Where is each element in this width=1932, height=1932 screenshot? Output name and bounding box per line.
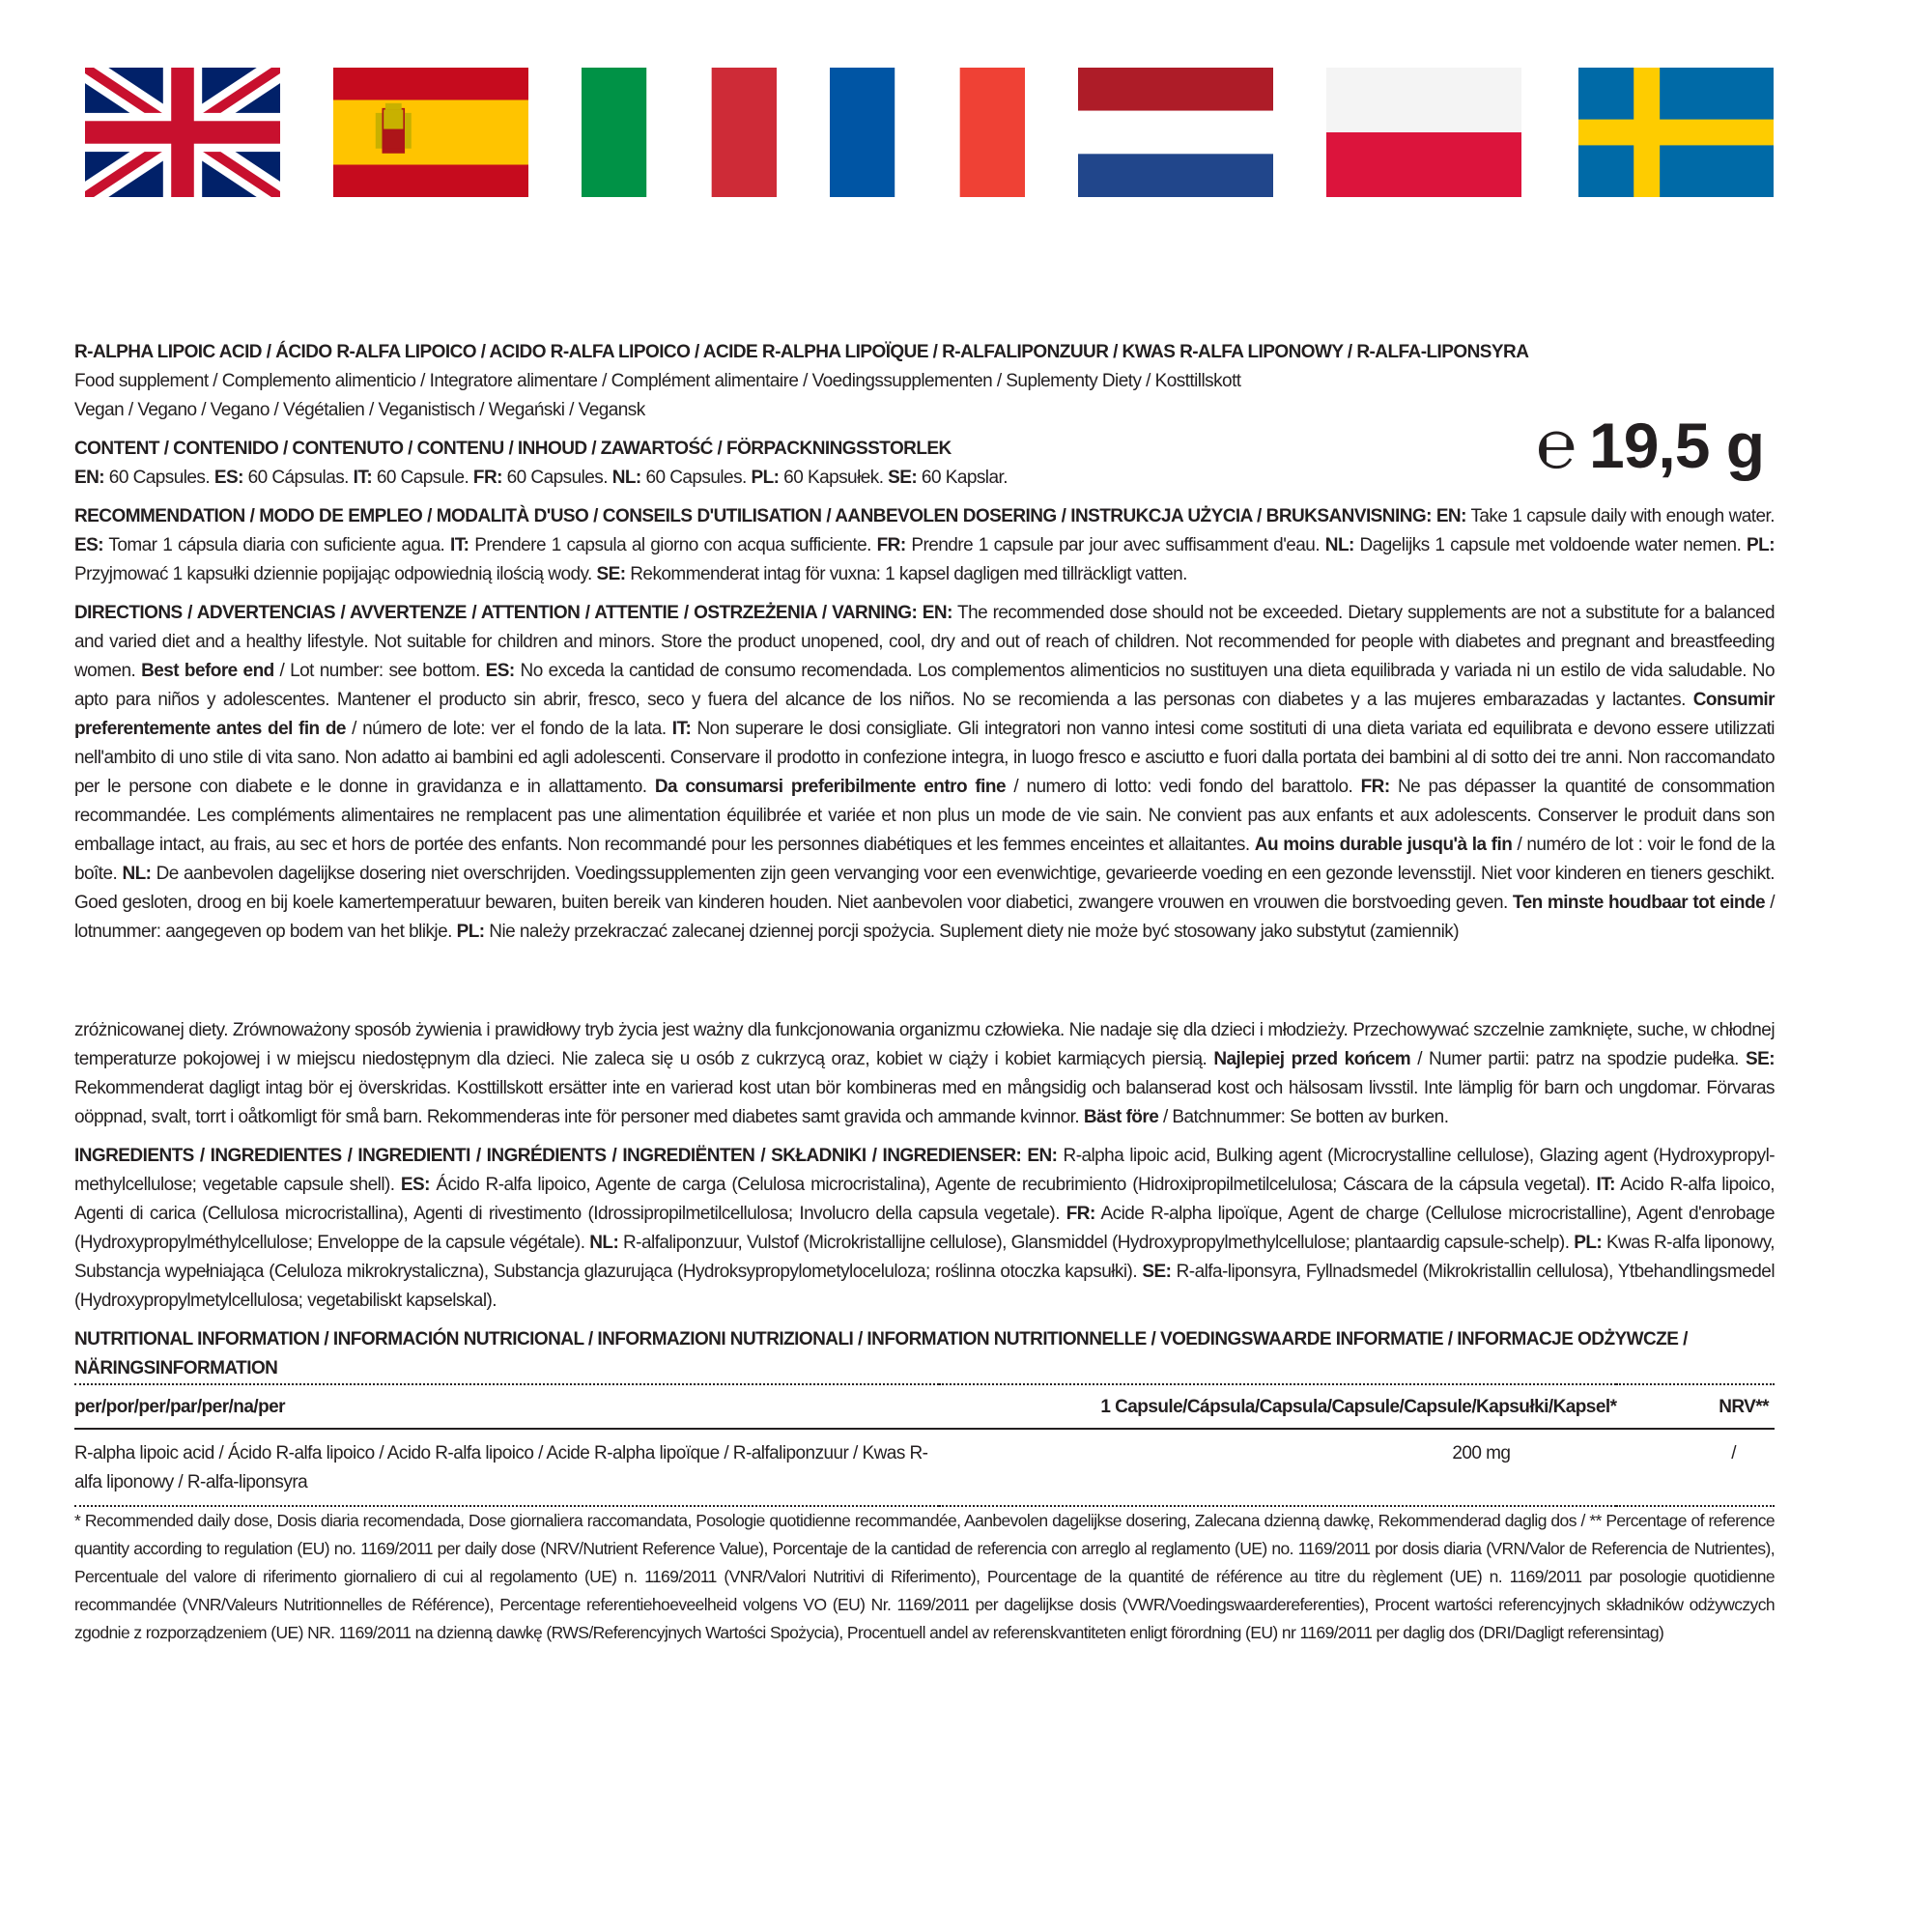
product-diet: Vegan / Vegano / Vegano / Végétalien / Veganistisch / Wegański / Vegansk <box>74 400 645 420</box>
nutrient-nrv: / <box>1616 1429 1775 1506</box>
nutrient-amount: 200 mg <box>939 1429 1617 1506</box>
poland-flag-icon <box>1326 68 1521 197</box>
nutrition-table-header <box>74 1384 1775 1429</box>
product-name: R-ALPHA LIPOIC ACID / ÁCIDO R-ALFA LIPOICO / ACIDO R-ALFA LIPOICO / ACIDE R-ALPHA LIPOÏQUE / R-ALFALIPONZUUR / KWAS R-ALFA LIPONOWY / R-ALFA-LIPONSYRA <box>74 342 1529 362</box>
content-list: EN: 60 Capsules. ES: 60 Cápsulas. IT: 60 Capsule. FR: 60 Capsules. NL: 60 Capsules. PL: 60 Kapsułek. SE: 60 Kapslar. <box>74 468 1008 488</box>
france-flag-icon <box>830 68 1025 197</box>
directions-continued: zróżnicowanej diety. Zrównoważony sposób żywienia i prawidłowy tryb życia jest ważny dla funkcjonowania organizmu człowieka. Nie nadaje się dla dzieci i młodzieży. Przechowywać szczelnie zamknięte, suche, w chłodnej temperaturze pokojowej i w miejscu niedostępnym dla dzieci. Nie zaleca się u osób z cukrzycą oraz, kobiet w ciąży i kobiet karmiących piersią. Najlepiej przed końcem / Numer partii: patrz na spodzie pudełka. SE: Rekommenderat dagligt intag bör ej överskridas. Kosttillskott ersätter inte en varierad kost utan bör kombineras med en mångsidig och balanserad kost och hälsosam livsstil. Inte lämplig för barn och ungdomar. Förvaras oöppnad, svalt, torrt i oåtkomligt för små barn. Rekommenderas inte för personer med diabetes samt gravida och ammande kvinnor. Bäst före / Batchnummer: Se botten av burken. <box>74 1020 1775 1127</box>
netherlands-flag-icon <box>1078 68 1273 197</box>
product-category: Food supplement / Complemento alimenticio / Integratore alimentare / Complément alimentaire / Voedingssupplementen / Suplementy Diety / Kosttillskott <box>74 371 1241 391</box>
uk-flag-icon <box>85 68 280 197</box>
nutrient-name: R-alpha lipoic acid / Ácido R-alfa lipoico / Acido R-alfa lipoico / Acide R-alpha lipoïque / R-alfaliponzuur / Kwas R-alfa liponowy / R-alfa-liponsyra <box>74 1429 939 1506</box>
nutrition-table <box>74 1383 1775 1507</box>
nutrition-title: NUTRITIONAL INFORMATION / INFORMACIÓN NUTRICIONAL / INFORMAZIONI NUTRIZIONALI / INFORMATION NUTRITIONNELLE / VOEDINGSWAARDE INFORMATIE / INFORMACJE ODŻYWCZE / NÄRINGSINFORMATION <box>74 1329 1688 1378</box>
estimated-sign-icon: ℮ <box>1536 407 1577 482</box>
sweden-flag-icon <box>1578 68 1774 197</box>
ingredients-block: INGREDIENTS / INGREDIENTES / INGREDIENTI / INGRÉDIENTS / INGREDIËNTEN / SKŁADNIKI / INGREDIENSER: EN: R-alpha lipoic acid, Bulking agent (Microcrystalline cellulose), Glazing agent (Hydroxypropyl-methylcellulose; vegetable capsule shell). ES: Ácido R-alfa lipoico, Agente de carga (Celulosa microcristalina), Agente de recubrimiento (Hidroxipropilmetilcelulosa; Cáscara de la cápsula vegetal). IT: Acido R-alfa lipoico, Agenti di carica (Cellulosa microcristallina), Agenti di rivestimento (Idrossipropilmetilcellulosa; Involucro della capsula vegetale). FR: Acide R-alpha lipoïque, Agent de charge (Cellulose microcristalline), Agent d'enrobage (Hydroxypropylméthylcellulose; Enveloppe de la capsule végétale). NL: R-alfaliponzuur, Vulstof (Microkristallijne cellulose), Glansmiddel (Hydroxypropylmethylcellulose; plantaardig capsule-schelp). PL: Kwas R-alfa liponowy, Substancja wypełniająca (Celuloza mikrokrystaliczna), Substancja glazurująca (Hydroksypropylometyloceluloza; roślinna otoczka kapsułki). SE: R-alfa-liponsyra, Fyllnadsmedel (Mikrokristallin cellulosa), Ytbehandlingsmedel (Hydroxypropylmetylcellulosa; vegetabiliskt kapselskal). <box>74 1146 1776 1311</box>
spain-flag-icon <box>333 68 528 197</box>
per-header: per/por/per/par/per/na/per <box>74 1384 939 1429</box>
content-title: CONTENT / CONTENIDO / CONTENUTO / CONTENU / INHOUD / ZAWARTOŚĆ / FÖRPACKNINGSSTORLEK <box>74 439 952 459</box>
table-row <box>74 1429 1775 1506</box>
label-lower-section <box>74 1016 1775 1647</box>
label-upper-section <box>74 338 1775 947</box>
serving-header: 1 Capsule/Cápsula/Capsula/Capsule/Capsule/Kapsułki/Kapsel* <box>939 1384 1617 1429</box>
directions-block: DIRECTIONS / ADVERTENCIAS / AVVERTENZE / ATTENTION / ATTENTIE / OSTRZEŻENIA / VARNING: EN: The recommended dose should not be exceeded. Dietary supplements are not a substitute for a balanced and varied diet and a healthy lifestyle. Not suitable for children and minors. Store the product unopened, cool, dry and out of reach of children. Not recommended for people with diabetes and pregnant and breastfeeding women. Best before end / Lot number: see bottom. ES: No exceda la cantidad de consumo recomendada. Los complementos alimenticios no sustituyen una dieta equilibrada y variada ni un estilo de vida saludable. No apto para niños y adolescentes. Mantener el producto sin abrir, fresco, seco y fuera del alcance de los niños. No se recomienda a las personas con diabetes y a las mujeres embarazadas y lactantes. Consumir preferentemente antes del fin de / número de lote: ver el fondo de la lata. IT: Non superare le dosi consigliate. Gli integratori non vanno intesi come sostituti di una dieta variata ed equilibrata e devono essere utilizzati nell'ambito di uno stile di vita sano. Non adatto ai bambini ed agli adolescenti. Conservare il prodotto in confezione integra, in luogo fresco e asciutto e fuori dalla portata dei bambini al di sotto dei tre anni. Non raccomandato per le persone con diabete e le donne in gravidanza e in allattamento. Da consumarsi preferibilmente entro fine / numero di lotto: vedi fondo del barattolo. FR: Ne pas dépasser la quantité de consommation recommandée. Les compléments alimentaires ne remplacent pas une alimentation équilibrée et variée et non plus un mode de vie sain. Ne convient pas aux enfants et aux adolescents. Conserver le produit dans son emballage intact, au frais, au sec et hors de portée des enfants. Non recommandé pour les personnes diabétiques et les femmes enceintes et allaitantes. Au moins durable jusqu'à la fin / numéro de lot : voir le fond de la boîte. NL: De aanbevolen dagelijkse dosering niet overschrijden. Voedingssupplementen zijn geen vervanging voor een evenwichtige, gevarieerde voeding en een gezonde levensstijl. Niet voor kinderen en tieners geschikt. Goed gesloten, droog en bij koele kamertemperatuur bewaren, buiten bereik van kinderen houden. Niet aanbevolen voor diabetici, zwangere vrouwen en vrouwen die borstvoeding geven. Ten minste houdbaar tot einde / lotnummer: aangegeven op bodem van het blikje. PL: Nie należy przekraczać zalecanej dziennej porcji spożycia. Suplement diety nie może być stosowany jako substytut (zamiennik) <box>74 603 1776 942</box>
recommendation-block: RECOMMENDATION / MODO DE EMPLEO / MODALITÀ D'USO / CONSEILS D'UTILISATION / AANBEVOLEN DOSERING / INSTRUKCJA UŻYCIA / BRUKSANVISNING: EN: Take 1 capsule daily with enough water. ES: Tomar 1 cápsula diaria con suficiente agua. IT: Prendere 1 capsula al giorno con acqua sufficiente. FR: Prendre 1 capsule par jour avec suffisamment d'eau. NL: Dagelijks 1 capsule met voldoende water nemen. PL: Przyjmować 1 kapsułki dziennie popijając odpowiednią ilością wody. SE: Rekommenderat intag för vuxna: 1 kapsel dagligen med tillräckligt vatten. <box>74 506 1776 584</box>
nutrition-footnote: * Recommended daily dose, Dosis diaria recomendada, Dose giornaliera raccomandata, Posologie quotidienne recommandée, Aanbevolen dagelijkse dosering, Zalecana dzienną dawkę, Rekommenderad daglig dos / ** Percentage of reference quantity according to regulation (EU) no. 1169/2011 per daily dose (NRV/Nutrient Reference Value), Porcentaje de la cantidad de referencia con arreglo al reglamento (UE) no. 1169/2011 por dosis diaria (VRN/Valor de Referencia de Nutrientes), Percentuale del valore di riferimento giornaliero di cui al regolamento (UE) n. 1169/2011 (VNR/Valori Nutritivi di Riferimento), Pourcentage de la quantité de référence au titre du règlement (UE) n. 1169/2011 par posologie quotidienne recommandée (VNR/Valeurs Nutritionnelles de Référence), Percentage referentiehoeveelheid volgens VO (EU) Nr. 1169/2011 per dagelijkse dosis (VWR/Voedingswaardereferenties), Procent wartości referencyjnych składników odżywczych zgodnie z rozporządzeniem (UE) NR. 1169/2011 na dzienną dawkę (RWS/Referencyjnych Wartości Spożycia), Procentuell andel av referenskvantiteten enligt förordning (EU) nr 1169/2011 per daglig dos (DRI/Dagligt referensintag) <box>74 1511 1775 1642</box>
italy-flag-icon <box>582 68 777 197</box>
net-weight-value: 19,5 g <box>1589 410 1765 481</box>
nrv-header: NRV** <box>1616 1384 1775 1429</box>
